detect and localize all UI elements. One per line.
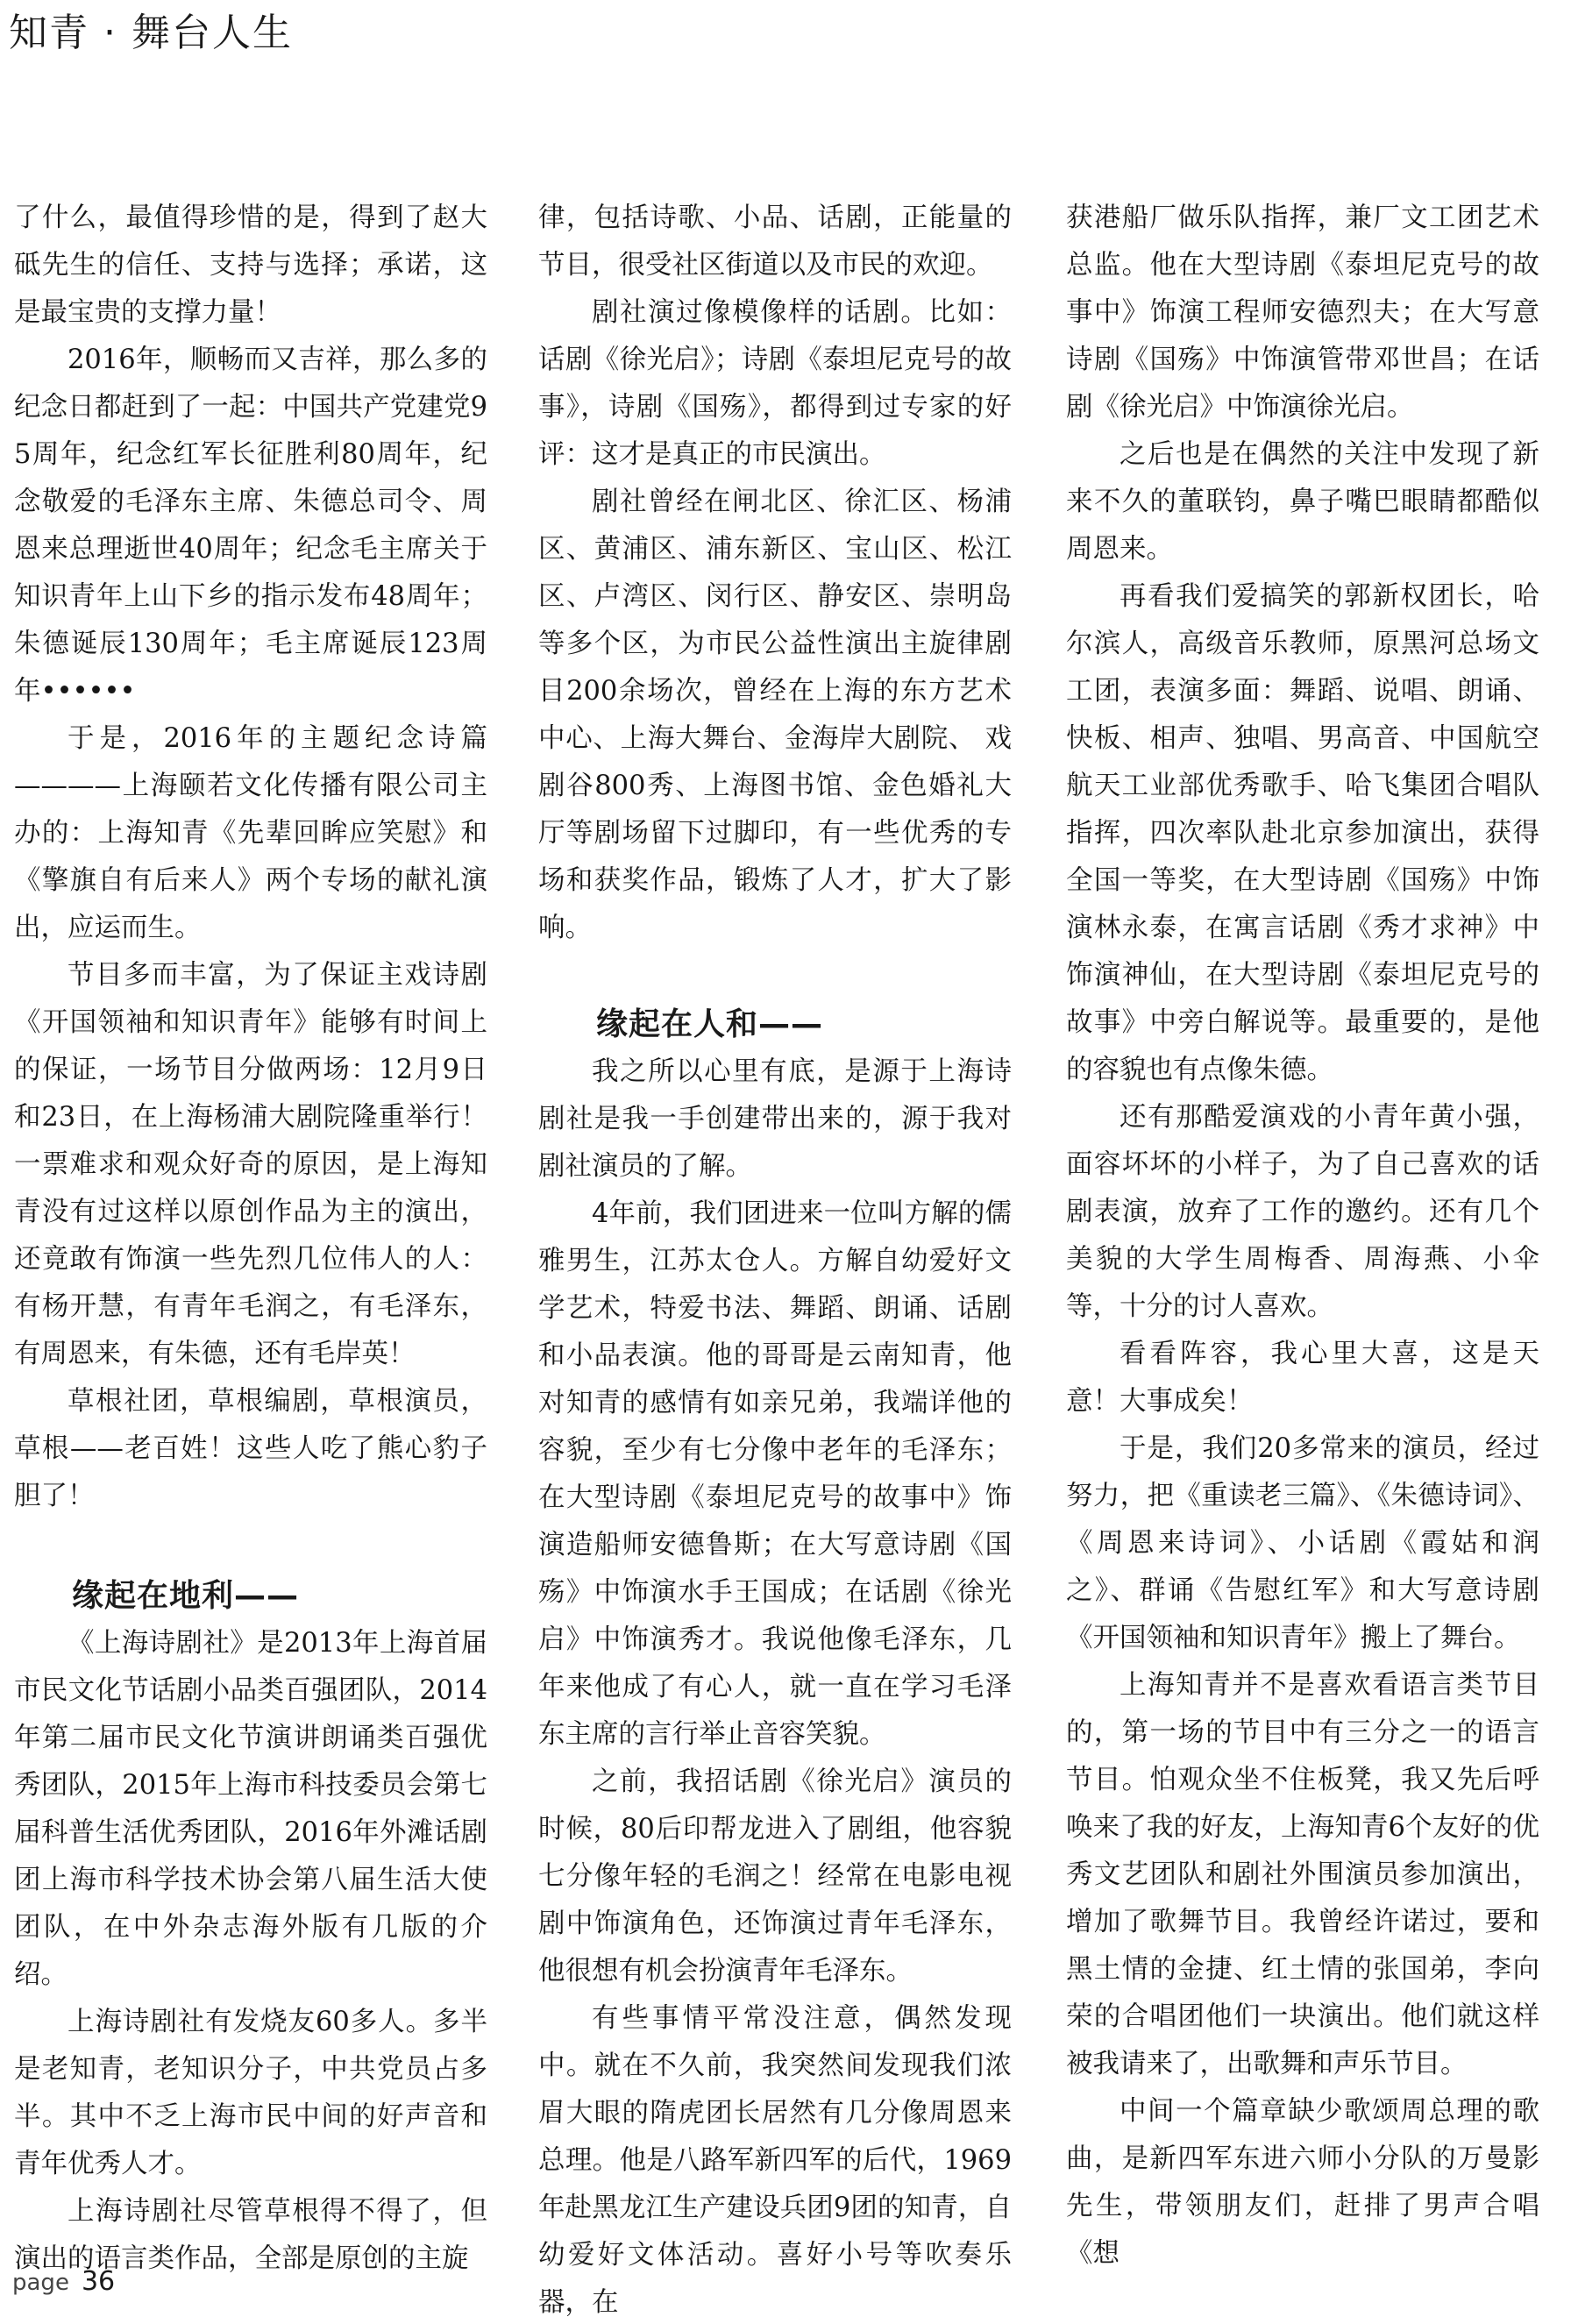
paragraph: 之前，我招话剧《徐光启》演员的时候，80后印帮龙进入了剧组，他容貌七分像年轻的毛润之！经常在电影电视剧中饰演角色，还饰演过青年毛泽东，他很想有机会扮演青年毛泽东。	[538, 1766, 1012, 1986]
page-footer	[12, 2260, 115, 2305]
paragraph: 上海知青并不是喜欢看语言类节目的，第一场的节目中有三分之一的语言节目。怕观众坐不住板凳，我又先后呼唤来了我的好友，上海知青6个友好的优秀文艺团队和剧社外围演员参加演出，增加了歌舞节目。我曾经许诺过，要和黑土情的金捷、红土情的张国弟，李向荣的合唱团他们一块演出。他们就这样被我请来了，出歌舞和声乐节目。	[1066, 1670, 1539, 2079]
paragraph: 之后也是在偶然的关注中发现了新来不久的董联钧，鼻子嘴巴眼睛都酷似周恩来。	[1066, 439, 1539, 565]
text-column-1	[14, 195, 487, 2283]
paragraph: 4年前，我们团进来一位叫方解的儒雅男生，江苏太仓人。方解自幼爱好文学艺术，特爱书法、舞蹈、朗诵、话剧和小品表演。他的哥哥是云南知青，他对知青的感情有如亲兄弟，我端详他的容貌，至少有七分像中老年的毛泽东；在大型诗剧《泰坦尼克号的故事中》饰演造船师安德鲁斯；在大写意诗剧《国殇》中饰演水手王国成；在话剧《徐光启》中饰演秀才。我说他像毛泽东，几年来他成了有心人，就一直在学习毛泽东主席的言行举止音容笑貌。	[538, 1198, 1012, 1750]
page-number: 36	[81, 2266, 116, 2297]
paragraph: 节目多而丰富，为了保证主戏诗剧《开国领袖和知识青年》能够有时间上的保证，一场节目分做两场：12月9日和23日，在上海杨浦大剧院隆重举行！一票难求和观众好奇的原因，是上海知青没有过这样以原创作品为主的演出，还竟敢有饰演一些先烈几位伟人的人：有杨开慧，有青年毛润之，有毛泽东，有周恩来，有朱德，还有毛岸英！	[14, 960, 487, 1369]
paragraph: 我之所以心里有底，是源于上海诗剧社是我一手创建带出来的，源于我对剧社演员的了解。	[538, 1056, 1012, 1182]
paragraph: 于是，2016年的主题纪念诗篇————上海颐若文化传播有限公司主办的：上海知青《先辈回眸应笑慰》和《擎旗自有后来人》两个专场的献礼演出，应运而生。	[14, 723, 487, 943]
paragraph: 于是，我们20多常来的演员，经过努力，把《重读老三篇》、《朱德诗词》、《周恩来诗词》、小话剧《霞姑和润之》、群诵《告慰红军》和大写意诗剧《开国领袖和知识青年》搬上了舞台。	[1066, 1433, 1539, 1653]
paragraph: 再看我们爱搞笑的郭新权团长，哈尔滨人，高级音乐教师，原黑河总场文工团，表演多面：舞蹈、说唱、朗诵、快板、相声、独唱、男高音、中国航空航天工业部优秀歌手、哈飞集团合唱队指挥，四次率队赴北京参加演出，获得全国一等奖，在大型诗剧《国殇》中饰演林永泰，在寓言话剧《秀才求神》中饰演神仙，在大型诗剧《泰坦尼克号的故事》中旁白解说等。最重要的，是他的容貌也有点像朱德。	[1066, 581, 1539, 1085]
paragraph: 获港船厂做乐队指挥，兼厂文工团艺术总监。他在大型诗剧《泰坦尼克号的故事中》饰演工程师安德烈夫；在大写意诗剧《国殇》中饰演管带邓世昌；在话剧《徐光启》中饰演徐光启。	[1066, 203, 1539, 423]
paragraph: 还有那酷爱演戏的小青年黄小强，面容坏坏的小样子，为了自己喜欢的话剧表演，放弃了工作的邀约。还有几个美貌的大学生周梅香、周海燕、小伞等，十分的讨人喜欢。	[1066, 1102, 1539, 1322]
text-column-2	[538, 195, 1012, 2324]
paragraph: 2016年，顺畅而又吉祥，那么多的纪念日都赶到了一起：中国共产党建党95周年，纪念红军长征胜利80周年，纪念敬爱的毛泽东主席、朱德总司令、周恩来总理逝世40周年；纪念毛主席关于知识青年上山下乡的指示发布48周年；朱德诞辰130周年；毛主席诞辰123周年••••••	[14, 345, 487, 707]
paragraph: 中间一个篇章缺少歌颂周总理的歌曲，是新四军东进六师小分队的万曼影先生，带领朋友们，赶排了男声合唱《想	[1066, 2096, 1539, 2269]
paragraph: 上海诗剧社有发烧友60多人。多半是老知青，老知识分子，中共党员占多半。其中不乏上海市民中间的好声音和青年优秀人才。	[14, 2007, 487, 2179]
paragraph: 律，包括诗歌、小品、话剧，正能量的节目，很受社区街道以及市民的欢迎。	[538, 203, 1012, 281]
paragraph: 了什么，最值得珍惜的是，得到了赵大砥先生的信任、支持与选择；承诺，这是最宝贵的支撑力量！	[14, 203, 487, 328]
paragraph: 剧社曾经在闸北区、徐汇区、杨浦区、黄浦区、浦东新区、宝山区、松江区、卢湾区、闵行区、静安区、崇明岛等多个区，为市民公益性演出主旋律剧目200余场次，曾经在上海的东方艺术中心、上海大舞台、金海岸大剧院、 戏剧谷800秀、上海图书馆、金色婚礼大厅等剧场留下过脚印，有一些优秀的专场和获奖作品，锻炼了人才，扩大了影响。	[538, 487, 1012, 943]
paragraph: 草根社团，草根编剧，草根演员，草根——老百姓！这些人吃了熊心豹子胆了！	[14, 1386, 487, 1511]
paragraph: 《上海诗剧社》是2013年上海首届市民文化节话剧小品类百强团队，2014年第二届市民文化节演讲朗诵类百强优秀团队，2015年上海市科技委员会第七届科普生活优秀团队，2016年外滩话剧团上海市科学技术协会第八届生活大使团队，在中外杂志海外版有几版的介绍。	[14, 1628, 487, 1990]
page-header-title: 知青 · 舞台人生	[9, 11, 293, 55]
text-column-3	[1066, 195, 1539, 2278]
paragraph: 剧社演过像模像样的话剧。比如：话剧《徐光启》；诗剧《泰坦尼克号的故事》，诗剧《国殇》，都得到过专家的好评：这才是真正的市民演出。	[538, 297, 1012, 470]
paragraph: 看看阵容，我心里大喜，这是天意！大事成矣！	[1066, 1339, 1539, 1417]
page-label: page	[12, 2270, 69, 2296]
paragraph: 有些事情平常没注意，偶然发现中。就在不久前，我突然间发现我们浓眉大眼的隋虎团长居然有几分像周恩来总理。他是八路军新四军的后代，1969年赴黑龙江生产建设兵团9团的知青，自幼爱好文体活动。喜好小号等吹奏乐器，在	[538, 2003, 1012, 2318]
section-heading-di-li: 缘起在地利——	[72, 1578, 300, 1614]
paragraph: 上海诗剧社尽管草根得不得了，但演出的语言类作品，全部是原创的主旋	[14, 2196, 487, 2274]
section-heading-ren-he: 缘起在人和——	[596, 1006, 824, 1042]
